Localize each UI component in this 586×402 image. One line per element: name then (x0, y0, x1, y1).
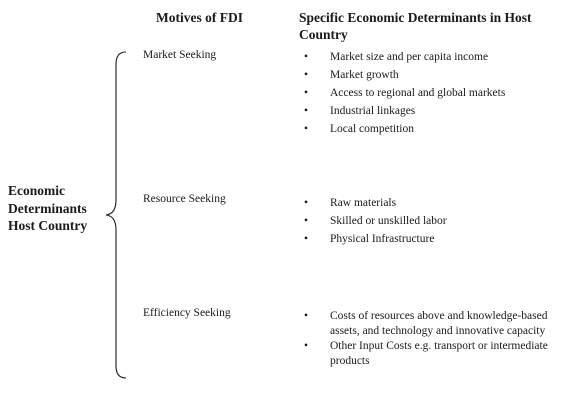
list-item (302, 196, 572, 212)
list-item (302, 86, 572, 102)
motive-efficiency-seeking: Efficiency Seeking (143, 307, 231, 319)
bullet-icon: • (304, 215, 309, 227)
bullet-icon: • (304, 123, 309, 135)
list-item (302, 104, 572, 120)
list-item (302, 232, 572, 248)
row-label-line: Determinants (8, 200, 87, 216)
motive-resource-seeking: Resource Seeking (143, 193, 226, 205)
list-item (302, 214, 572, 230)
bullet-icon: • (304, 233, 309, 245)
list-item-text: Costs of resources above and knowledge-based assets, and technology and innovative capacity (330, 310, 548, 337)
row-label-line: Economic (8, 183, 65, 198)
bullet-icon: • (304, 197, 309, 209)
motive-market-seeking: Market Seeking (143, 49, 217, 61)
bullet-icon: • (304, 87, 309, 99)
row-label (8, 182, 87, 235)
row-label-line: Host Country (8, 218, 88, 233)
list-item (302, 309, 572, 338)
list-item-text: Skilled or unskilled labor (330, 215, 447, 227)
determinants-header: Specific Economic Determinants in Host Country (299, 10, 532, 42)
bullet-icon: • (304, 69, 309, 81)
list-item (302, 339, 572, 368)
list-item-text: Market growth (330, 69, 399, 81)
curly-brace (104, 50, 128, 380)
list-item-text: Physical Infrastructure (330, 233, 435, 245)
list-item-text: Raw materials (330, 197, 397, 209)
list-item-text: Industrial linkages (330, 105, 416, 117)
list-item-text: Market size and per capita income (330, 51, 489, 63)
list-item-text: Access to regional and global markets (330, 87, 506, 99)
determinant-list-efficiency-seeking (302, 309, 572, 369)
bullet-icon: • (304, 105, 309, 117)
motives-header: Motives of FDI (156, 10, 243, 25)
determinant-list-resource-seeking (302, 196, 572, 250)
list-item (302, 50, 572, 66)
bullet-icon: • (304, 310, 309, 322)
bullet-icon: • (304, 51, 309, 63)
list-item-text: Local competition (330, 123, 414, 135)
list-item (302, 122, 572, 138)
bullet-icon: • (304, 340, 309, 352)
determinant-list-market-seeking (302, 50, 572, 140)
list-item-text: Other Input Costs e.g. transport or intermediate products (330, 340, 548, 367)
list-item (302, 68, 572, 84)
